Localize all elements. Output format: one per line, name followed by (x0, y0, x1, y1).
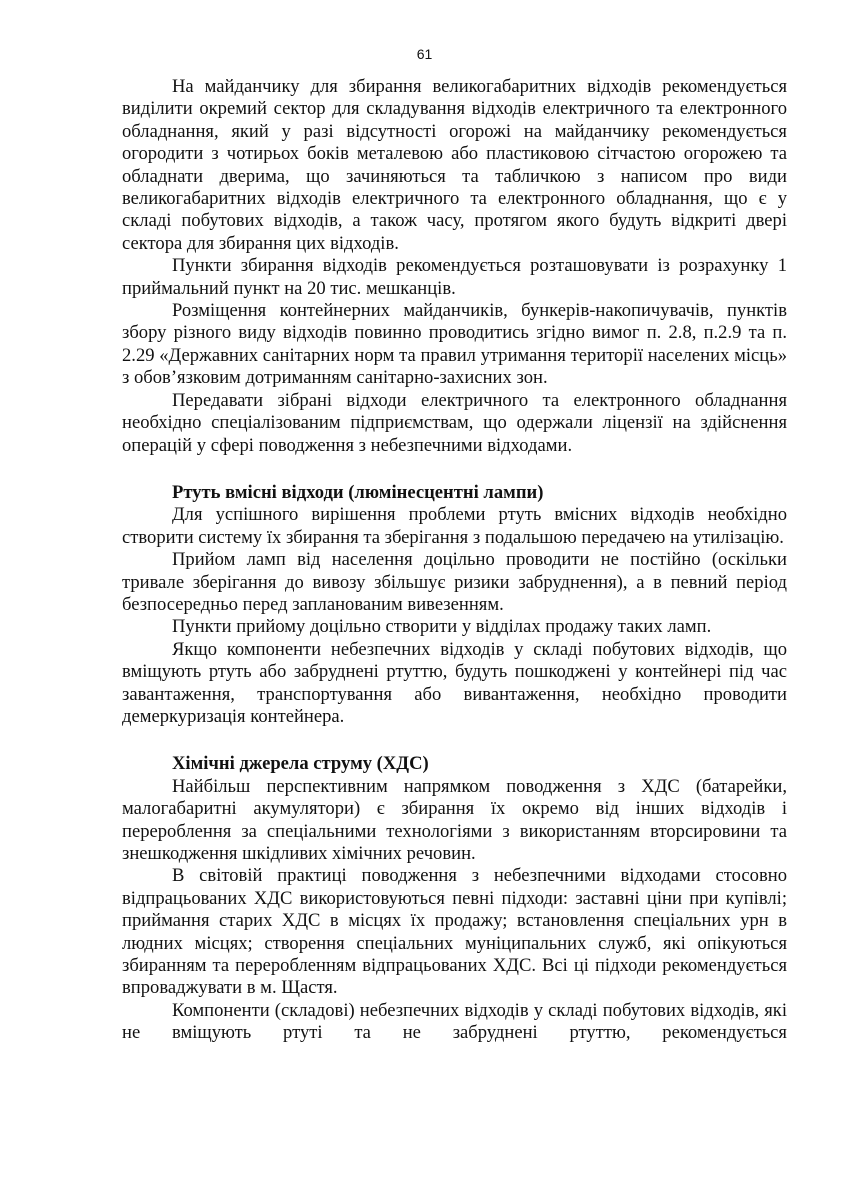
paragraph: Передавати зібрані відходи електричного та електронного обладнання необхідно спеціалізованим підприємствам, що одержали ліцензії на здійснення операцій у сфері поводження з небезпечними відходами. (122, 389, 787, 456)
section-mercury-waste (122, 482, 787, 728)
section-heading: Ртуть вмісні відходи (люмінесцентні лампи) (172, 481, 544, 503)
paragraph: Пункти збирання відходів рекомендується розташовувати із розрахунку 1 приймальний пункт на 20 тис. мешканців. (122, 255, 787, 299)
page-content (122, 76, 787, 1045)
paragraph: На майданчику для збирання великогабаритних відходів рекомендується виділити окремий сектор для складування відходів електричного та електронного обладнання, який у разі відсутності огорожі на майданчику рекомендується огородити з чотирьох боків металевою або пластиковою сітчастою огорожею та обладнати дверима, що зачиняються та табличкою з написом про види великогабаритних відходів електричного та електронного обладнання, що є у складі побутових відходів, а також часу, протягом якого будуть відкриті двері сектора для збирання цих відходів. (122, 76, 787, 254)
paragraph: Компоненти (складові) небезпечних відходів у складі побутових відходів, які не вміщують ртуті та не забруднені ртуттю, рекомендується (122, 999, 787, 1044)
paragraph: Пункти прийому доцільно створити у відділах продажу таких ламп. (172, 616, 712, 638)
section-heading: Хімічні джерела струму (ХДС) (172, 753, 429, 775)
paragraph: Найбільш перспективним напрямком поводження з ХДС (батарейки, малогабаритні акумулятори) є збирання їх окремо від інших відходів і перероблення за спеціальними технологіями з використанням вторсировини та знешкодження шкідливих хімічних речовин. (122, 775, 787, 864)
section-eee-waste (122, 76, 787, 457)
paragraph: Розміщення контейнерних майданчиків, бункерів-накопичувачів, пунктів збору різного виду відходів повинно проводитись згідно вимог п. 2.8, п.2.9 та п. 2.29 «Державних санітарних норм та правил утримання території населених місць» з обов’язковим дотриманням санітарно-захисних зон. (122, 300, 787, 389)
paragraph: Прийом ламп від населення доцільно проводити не постійно (оскільки тривале зберігання до вивозу збільшує ризики забруднення), а в певний період безпосередньо перед запланованим вивезенням. (122, 549, 787, 615)
section-spacer (122, 728, 787, 753)
paragraph: Якщо компоненти небезпечних відходів у складі побутових відходів, що вміщують ртуть або забруднені ртуттю, будуть пошкоджені у контейнері під час завантаження, транспортування або вивантаження, необхідно проводити демеркуризація контейнера. (122, 638, 787, 727)
paragraph: В світовій практиці поводження з небезпечними відходами стосовно відпрацьованих ХДС використовуються певні підходи: заставні ціни при купівлі; приймання старих ХДС в місцях їх продажу; встановлення спеціальних урн в людних місцях; створення спеціальних муніципальних служб, які опікуються збиранням та переробленням відпрацьованих ХДС. Всі ці підходи рекомендується впроваджувати в м. Щастя. (122, 865, 787, 999)
page-number: 61 (416, 46, 433, 62)
section-spacer (122, 457, 787, 482)
paragraph: Для успішного вирішення проблеми ртуть вмісних відходів необхідно створити систему їх збирання та зберігання з подальшою передачею на утилізацію. (122, 504, 787, 548)
section-chemical-power-sources (122, 753, 787, 1044)
